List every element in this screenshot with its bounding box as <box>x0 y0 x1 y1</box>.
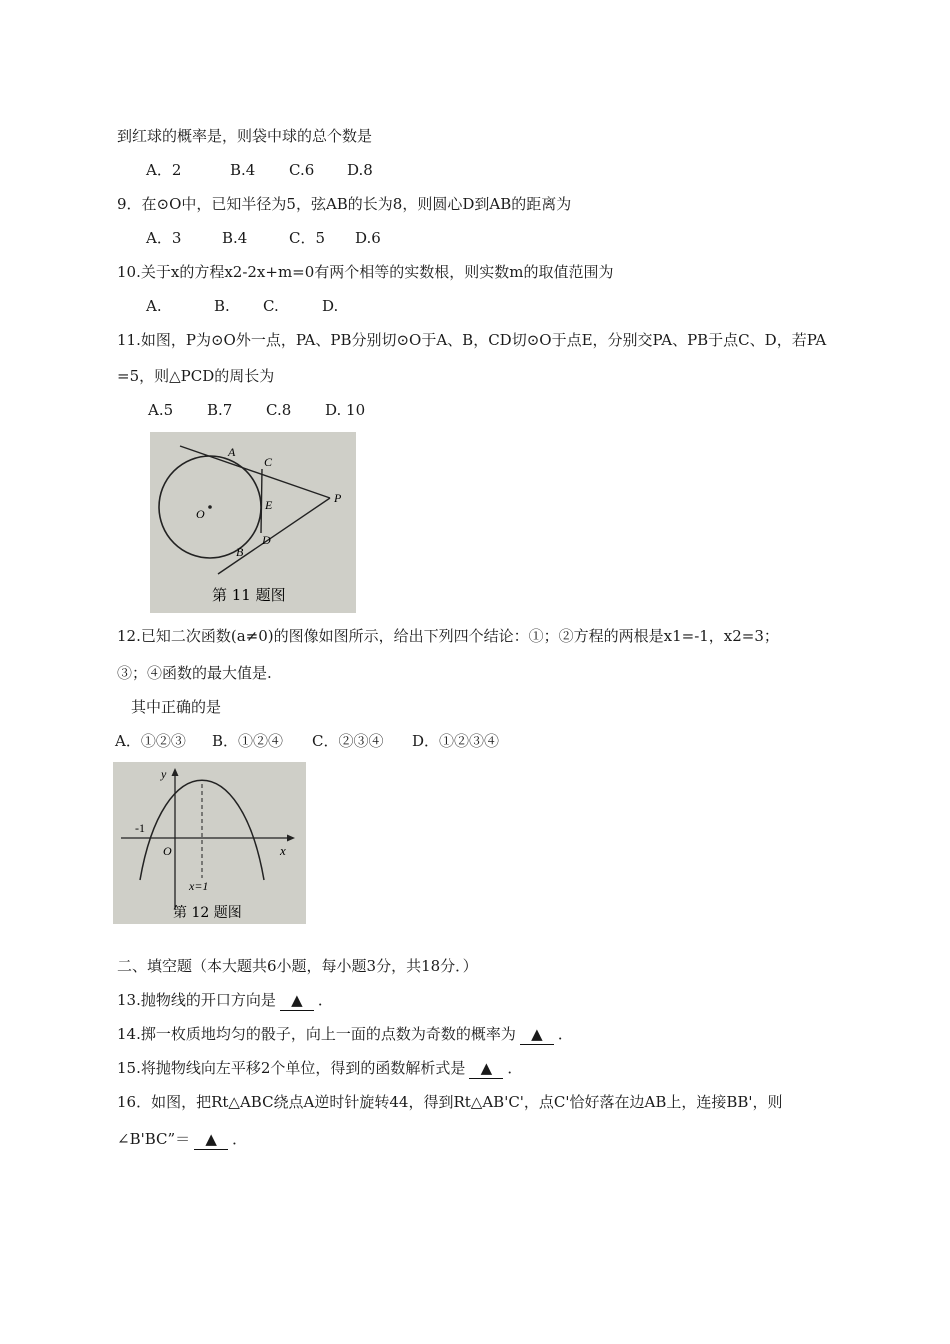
tangent-cd <box>261 469 262 533</box>
q9-option-b: B.4 <box>222 229 248 247</box>
tangent-pa <box>180 446 330 498</box>
section2-title: 二、填空题（本大题共6小题，每小题3分，共18分．） <box>117 957 478 975</box>
q12-stem-line2: ③；④函数的最大值是. <box>117 664 272 682</box>
q12-option-b: B．①②④ <box>212 732 284 750</box>
x-axis-arrow <box>287 835 295 842</box>
q8-stem: 到红球的概率是，则袋中球的总个数是 <box>117 127 373 145</box>
q13-line <box>117 990 333 1011</box>
q12-stem-line1: 12.已知二次函数(a≠0)的图像如图所示，给出下列四个结论：①；②方程的两根是x1=-1，x2=3； <box>117 627 779 645</box>
q11-stem-line1: 11.如图，P为⊙O外一点，PA、PB分别切⊙O于A、B，CD切⊙O于点E，分别交PA、PB于点C、D，若PA <box>117 331 827 349</box>
q11-figure <box>150 432 356 613</box>
q11-option-a: A.5 <box>148 401 174 419</box>
q12-figure-svg <box>113 762 306 924</box>
q12-figure <box>113 762 306 924</box>
q14-blank: ▲ <box>520 1024 554 1045</box>
q10-option-a: A. <box>146 297 162 315</box>
q16-stem: ∠B'BC”＝ <box>117 1130 191 1148</box>
label-b: B <box>236 545 244 559</box>
q14-stem: 14.掷一枚质地均匀的骰子，向上一面的点数为奇数的概率为 <box>117 1025 516 1043</box>
label-a: A <box>228 445 236 459</box>
neg-one-label: -1 <box>135 821 145 835</box>
q10-option-b: B. <box>214 297 230 315</box>
q8-option-c: C.6 <box>289 161 315 179</box>
q13-stem: 13.抛物线的开口方向是 <box>117 991 276 1009</box>
q11-option-c: C.8 <box>266 401 292 419</box>
q12-options <box>115 731 499 751</box>
q11-stem-line2: =5，则△PCD的周长为 <box>117 367 275 385</box>
x-label: x <box>280 843 286 858</box>
tangent-pb <box>218 498 330 574</box>
q12-option-d: D．①②③④ <box>412 732 500 750</box>
q12-option-c: C．②③④ <box>312 732 384 750</box>
q10-stem: 10.关于x的方程x2-2x+m=0有两个相等的实数根，则实数m的取值范围为 <box>117 263 614 281</box>
parabola <box>140 780 264 880</box>
q16-blank: ▲ <box>194 1129 228 1150</box>
q8-option-b: B.4 <box>230 161 256 179</box>
q11-option-b: B.7 <box>207 401 233 419</box>
q9-option-d: D.6 <box>355 229 381 247</box>
q13-blank: ▲ <box>280 990 314 1011</box>
q8-option-a: A．2 <box>146 161 182 179</box>
q16-period: ． <box>232 1130 248 1148</box>
label-d: D <box>262 533 271 547</box>
q15-blank: ▲ <box>469 1058 503 1079</box>
y-axis-arrow <box>172 768 179 776</box>
q16-stem-line1: 16．如图，把Rt△ABC绕点A逆时针旋转44，得到Rt△AB'C'，点C'恰好落在边AB上，连接BB'，则 <box>117 1093 783 1111</box>
q16-line2 <box>117 1129 247 1150</box>
q11-option-d: D. 10 <box>325 401 366 419</box>
q12-option-a: A．①②③ <box>115 732 186 750</box>
label-o: O <box>196 507 205 521</box>
q15-stem: 15.将抛物线向左平移2个单位，得到的函数解析式是 <box>117 1059 466 1077</box>
q10-option-c: C. <box>263 297 279 315</box>
symmetry-label: x=1 <box>189 879 209 893</box>
q14-period: ． <box>557 1025 573 1043</box>
q15-line <box>117 1058 522 1079</box>
q12-stem-line3: 其中正确的是 <box>131 698 222 716</box>
q11-figure-caption: 第 11 题图 <box>212 586 286 604</box>
label-e: E <box>265 498 273 512</box>
q8-options <box>146 160 373 180</box>
q9-option-c: C．5 <box>289 229 326 247</box>
q15-period: ． <box>507 1059 523 1077</box>
q14-line <box>117 1024 573 1045</box>
center-dot <box>208 505 212 509</box>
q10-option-d: D. <box>322 297 339 315</box>
q8-option-d: D.8 <box>347 161 373 179</box>
q9-stem: 9．在⊙O中，已知半径为5，弦AB的长为8，则圆心D到AB的距离为 <box>117 195 572 213</box>
y-label: y <box>161 767 167 781</box>
q11-options <box>148 400 365 420</box>
label-p: P <box>334 491 342 505</box>
q11-figure-svg <box>150 432 356 613</box>
q12-figure-caption: 第 12 题图 <box>173 905 242 921</box>
label-c: C <box>264 455 273 469</box>
q9-options <box>146 228 381 248</box>
q13-period: ． <box>317 991 333 1009</box>
origin-label: O <box>163 844 172 858</box>
q9-option-a: A．3 <box>146 229 182 247</box>
q10-options <box>146 296 338 316</box>
